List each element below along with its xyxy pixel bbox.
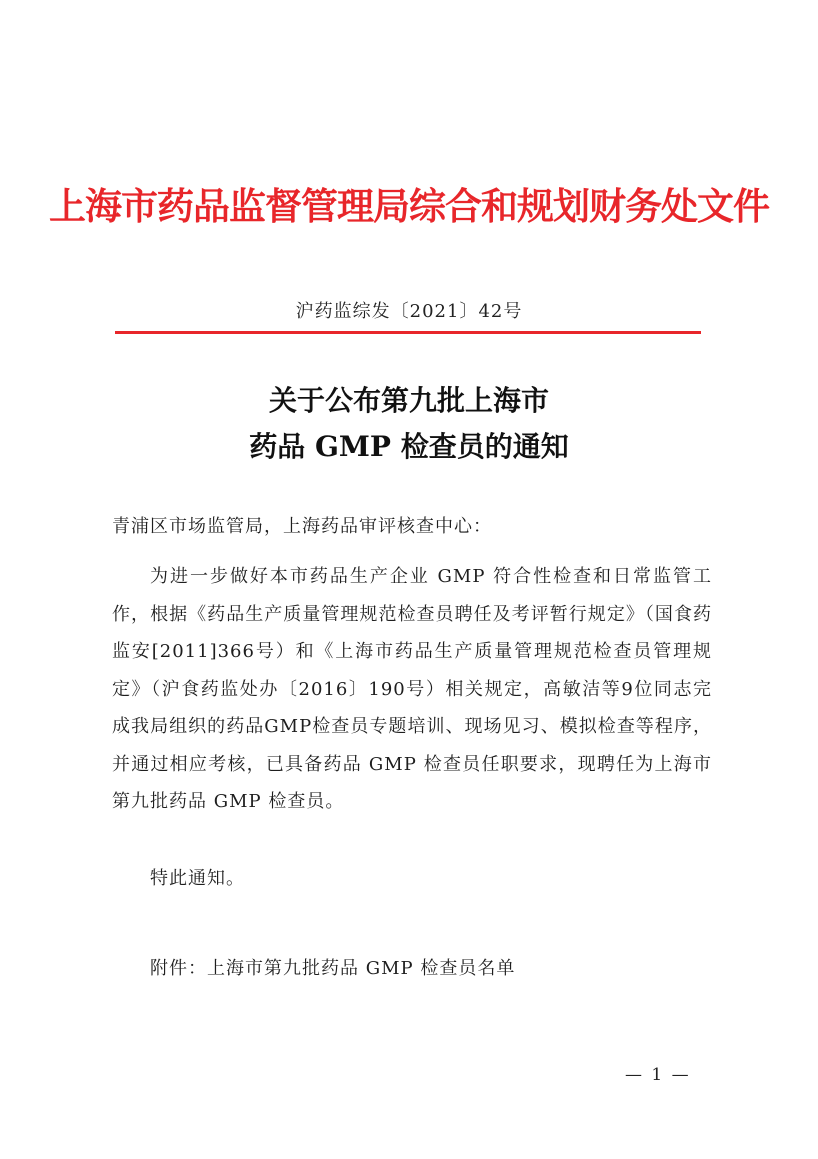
document-number: 沪药监综发〔2021〕42号 bbox=[295, 301, 523, 322]
page-number: — 1 — bbox=[625, 1065, 691, 1085]
attachment-line: 附件：上海市第九批药品 GMP 检查员名单 bbox=[150, 958, 516, 979]
body-paragraph: 为进一步做好本市药品生产企业 GMP 符合性检查和日常监管工作，根据《药品生产质量管理规范检查员聘任及考评暂行规定》（国食药监安[2011]366号）和《上海市药品生产质量管理规范检查员管理规定》（沪食药监处办〔2016〕190号）相关规定，高敏洁等9位同志完成我局组织的药品GMP检查员专题培训、现场见习、模拟检查等程序，并通过相应考核，已具备药品 GMP 检查员任职要求，现聘任为上海市第九批药品 GMP 检查员。 bbox=[112, 566, 712, 812]
document-title bbox=[0, 378, 818, 470]
document-title-line-1: 关于公布第九批上海市 bbox=[268, 384, 549, 417]
issuing-authority-header: 上海市药品监督管理局综合和规划财务处文件 bbox=[49, 184, 769, 228]
closing-line: 特此通知。 bbox=[150, 868, 245, 889]
document-title-line-2: 药品 GMP 检查员的通知 bbox=[249, 430, 569, 463]
red-divider-line bbox=[115, 331, 701, 334]
salutation: 青浦区市场监管局，上海药品审评核查中心： bbox=[112, 516, 492, 537]
